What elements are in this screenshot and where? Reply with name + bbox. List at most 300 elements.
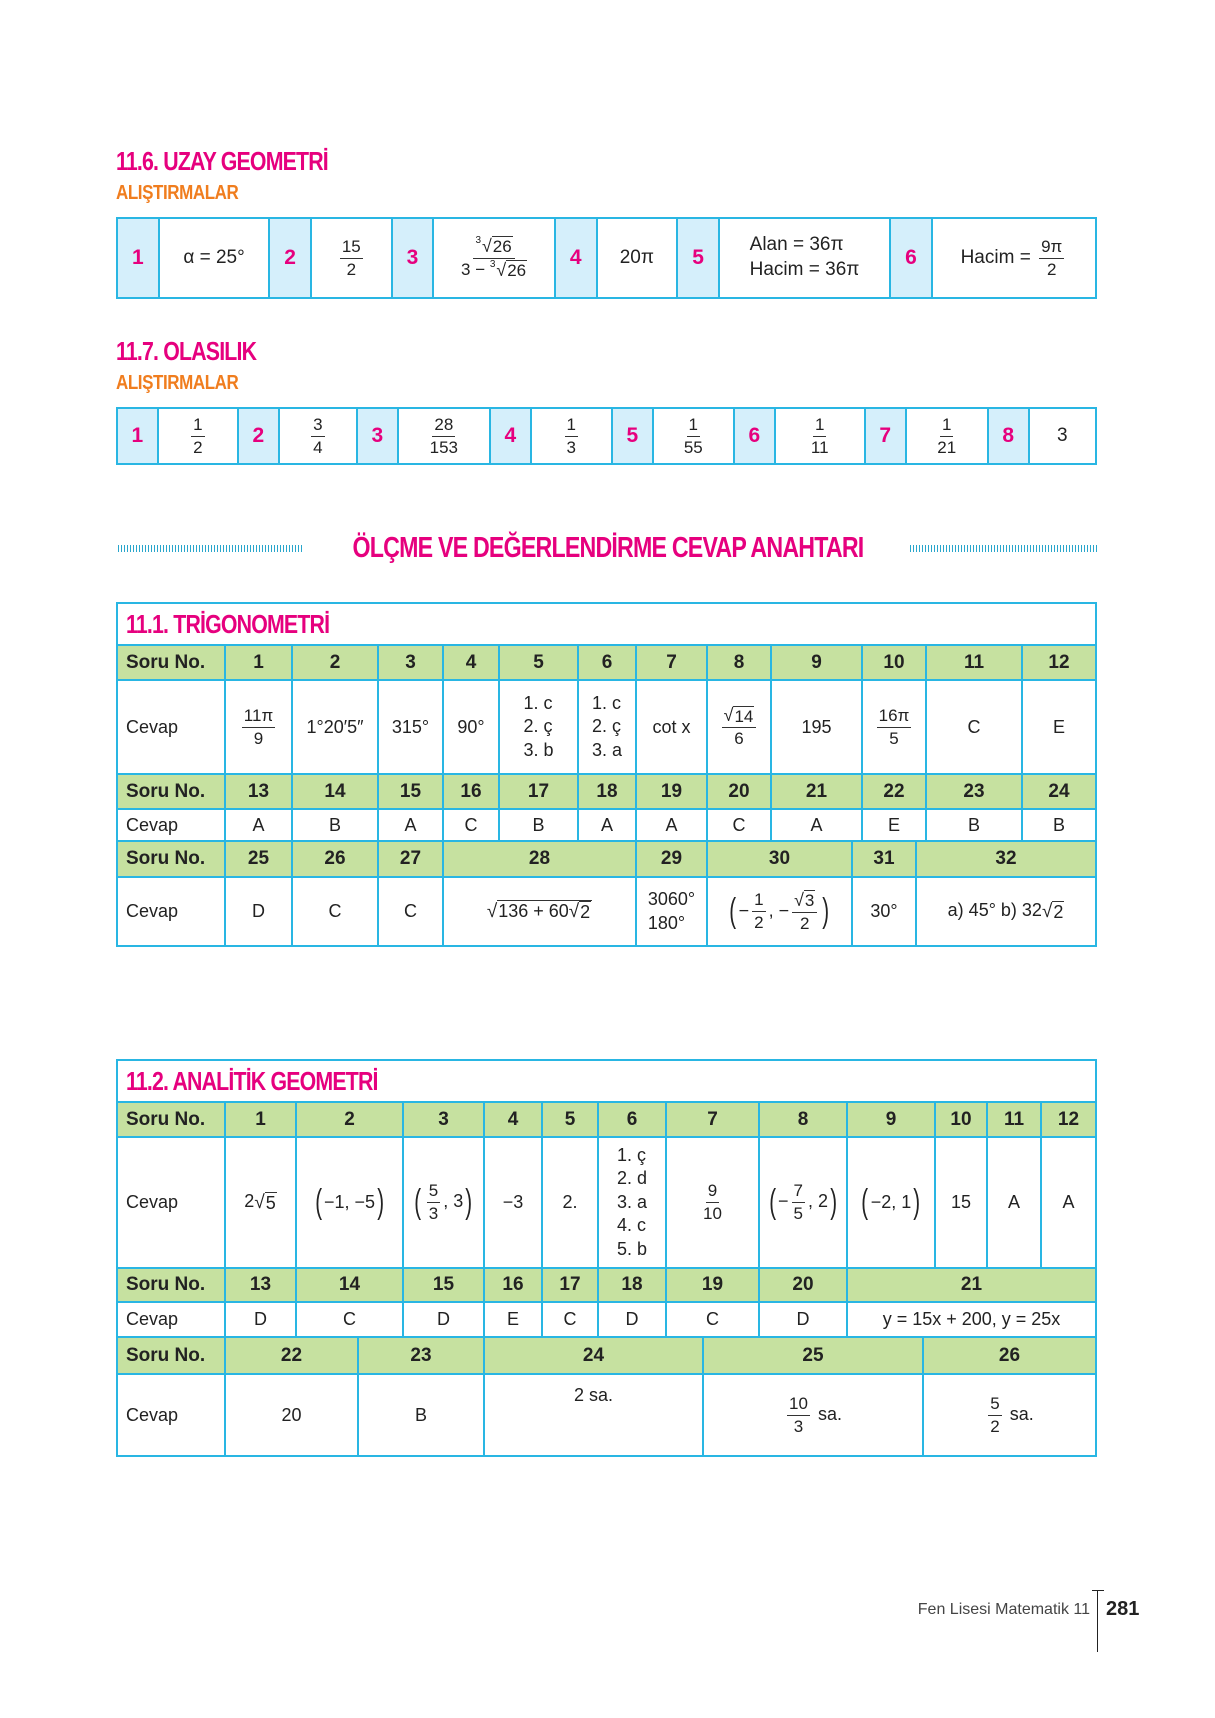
question-number — [579, 775, 637, 808]
math-text: 5 — [428, 1181, 439, 1201]
analitik-geometri-answer-table — [116, 1059, 1097, 1457]
answer-cell — [988, 1138, 1042, 1267]
math-text: 17 — [527, 780, 550, 802]
math-text: D — [796, 1309, 810, 1329]
question-number — [500, 775, 579, 808]
answer-line: 3. a — [591, 739, 623, 760]
math-group — [424, 1181, 463, 1223]
question-number — [708, 842, 853, 876]
answer-cell — [159, 409, 239, 463]
math-text: , 2 — [807, 1191, 828, 1212]
math-text: 8 — [797, 1108, 809, 1130]
answer-line: 2. d — [616, 1168, 648, 1189]
math-text: 2 — [1046, 259, 1057, 279]
math-text: 2 — [1053, 901, 1064, 922]
question-number: 5 — [613, 409, 654, 463]
answer-lines — [617, 1144, 647, 1261]
answer-cell — [654, 409, 735, 463]
numerator — [752, 890, 765, 912]
answer-cell — [485, 1375, 704, 1455]
answer-cell — [927, 681, 1023, 773]
math-text: 9 — [253, 728, 264, 748]
math-text: 19 — [660, 780, 683, 802]
question-number — [297, 1103, 404, 1136]
parenthesized — [859, 1183, 922, 1222]
math-group — [961, 237, 1068, 279]
math-text: 22 — [280, 1344, 303, 1366]
question-number — [1023, 775, 1095, 808]
math-text: 14 — [734, 706, 754, 726]
left-paren-icon: ( — [729, 892, 737, 931]
answer-cell — [708, 681, 772, 773]
numerator — [877, 706, 912, 728]
math-text: −1, −5 — [323, 1191, 376, 1212]
question-number — [293, 646, 379, 679]
page-number: 281 — [1106, 1598, 1140, 1620]
math-text: 21 — [937, 437, 957, 457]
question-number — [226, 842, 293, 876]
math-text: 29 — [660, 848, 683, 869]
answer-cell — [907, 409, 989, 463]
math-text: 10 — [883, 651, 905, 673]
row-label: Soru No. — [118, 1338, 226, 1373]
math-text: 5 — [533, 651, 544, 673]
math-text: A — [810, 814, 823, 835]
math-text: A — [665, 814, 678, 835]
numerator — [473, 236, 514, 259]
math-text: 2 — [346, 259, 357, 279]
math-text: 13 — [249, 1274, 272, 1295]
answer-cell — [280, 409, 358, 463]
answer-cell — [543, 1303, 599, 1336]
answer-cell — [760, 1303, 848, 1336]
question-number — [485, 1338, 704, 1373]
answer-line: Alan = 36π — [749, 234, 844, 256]
uzay-answer-table — [116, 217, 1097, 299]
denominator — [427, 1203, 440, 1224]
math-text: 12 — [1057, 1108, 1080, 1130]
answer-line: Hacim = 36π — [749, 259, 860, 280]
question-number — [924, 1338, 1095, 1373]
numerator — [191, 415, 204, 437]
denominator — [682, 437, 705, 458]
math-text: 6 — [601, 651, 613, 673]
row-label: Soru No. — [118, 1269, 226, 1301]
denominator — [311, 437, 324, 458]
math-text: 18 — [596, 780, 618, 802]
question-number: 1 — [118, 219, 160, 297]
radicand — [579, 901, 591, 923]
answer-row — [118, 878, 1095, 945]
math-text: 3 − — [461, 259, 490, 279]
math-text: C — [732, 814, 746, 835]
math-text: 2. — [562, 1192, 578, 1212]
question-number — [404, 1103, 485, 1136]
denominator — [752, 912, 765, 933]
math-text: B — [414, 1404, 427, 1425]
question-number — [927, 775, 1023, 808]
question-number-row — [118, 1103, 1095, 1138]
answer-row — [118, 810, 1095, 842]
math-text: 16 — [502, 1274, 524, 1295]
math-group — [985, 1394, 1033, 1436]
question-number — [226, 1103, 297, 1136]
math-text: 23 — [410, 1344, 432, 1366]
answer-cell — [924, 1375, 1095, 1455]
answer-cell — [379, 681, 444, 773]
right-paren-icon: ) — [377, 1183, 385, 1222]
question-number-row — [118, 646, 1095, 681]
numerator — [565, 415, 578, 437]
math-text: 20 — [728, 780, 750, 802]
math-text: C — [464, 814, 478, 835]
math-text: 153 — [429, 437, 459, 457]
row-label: Soru No. — [118, 646, 226, 679]
math-text: B — [1052, 814, 1065, 835]
math-text: , 3 — [443, 1191, 464, 1212]
math-text: E — [506, 1309, 519, 1329]
answer-cell — [226, 810, 293, 840]
section-subtitle-alistirmalar: ALIŞTIRMALAR — [116, 182, 239, 204]
radical-sign-icon: √ — [254, 1191, 265, 1213]
answer-cell — [599, 1138, 667, 1267]
math-text: 16 — [460, 780, 482, 802]
math-text: 7 — [707, 1108, 718, 1130]
answer-cell — [312, 219, 393, 297]
answer-cell — [399, 409, 491, 463]
answer-line: 5. b — [616, 1238, 648, 1259]
question-number — [579, 646, 637, 679]
math-text: 13 — [247, 780, 270, 802]
denominator — [191, 437, 204, 458]
fraction — [1039, 237, 1064, 279]
answer-cell — [863, 681, 927, 773]
answer-cell — [1023, 810, 1095, 840]
math-text: 26 — [324, 848, 346, 869]
math-text: A — [252, 814, 265, 835]
question-number: 3 — [358, 409, 399, 463]
question-number — [1023, 646, 1095, 679]
left-paren-icon: ( — [768, 1183, 776, 1222]
math-text: B — [967, 814, 980, 835]
question-number: 5 — [678, 219, 720, 297]
denominator — [701, 1203, 724, 1224]
answer-cell — [708, 810, 772, 840]
math-text: 3 — [566, 437, 577, 457]
radicand — [497, 900, 592, 923]
answer-cell — [379, 810, 444, 840]
math-text: 3 — [405, 651, 416, 673]
math-text: 1 — [688, 414, 698, 434]
answer-line: 1. c — [591, 692, 621, 713]
math-text: 11 — [810, 437, 829, 457]
left-paren-icon: ( — [314, 1183, 322, 1222]
math-text: C — [706, 1309, 719, 1329]
radical-sign-icon: √ — [1041, 900, 1053, 922]
answer-line: 2. ç — [523, 716, 553, 737]
math-text: B — [328, 814, 341, 835]
answer-row — [118, 681, 1095, 775]
math-text: 1 — [193, 414, 203, 434]
radical-sign-icon: √ — [482, 235, 492, 256]
answer-cell — [297, 1303, 404, 1336]
left-paren-icon: ( — [861, 1183, 869, 1222]
math-text: 4 — [465, 651, 477, 673]
math-text: C — [967, 716, 981, 737]
question-number — [444, 646, 500, 679]
math-text: 90° — [457, 716, 485, 737]
math-text: 5 — [265, 1192, 276, 1213]
question-number — [988, 1103, 1042, 1136]
numerator — [787, 1394, 810, 1416]
question-number — [1042, 1103, 1095, 1136]
math-text: 3 — [438, 1108, 449, 1130]
math-text: 14 — [324, 780, 346, 802]
question-number — [293, 842, 379, 876]
square-root — [254, 1192, 276, 1214]
math-text: 15 — [341, 236, 361, 256]
question-number: 6 — [735, 409, 776, 463]
answer-cell — [933, 219, 1095, 297]
answer-cell — [293, 810, 379, 840]
answer-line: 1. ç — [616, 1145, 646, 1166]
answer-cell — [485, 1303, 543, 1336]
math-text: 30° — [870, 901, 898, 921]
row-label: Cevap — [118, 810, 226, 840]
row-label: Cevap — [118, 681, 226, 773]
question-number — [863, 775, 927, 808]
question-number: 1 — [118, 409, 159, 463]
question-number — [226, 775, 293, 808]
math-text: D — [254, 1309, 267, 1329]
math-text: 1 — [566, 414, 577, 434]
section-title-uzay-geometri: 11.6. UZAY GEOMETRİ — [116, 146, 328, 176]
math-text: A — [1007, 1192, 1020, 1212]
math-text: B — [532, 814, 545, 835]
fraction — [340, 237, 363, 279]
question-number-row — [118, 842, 1095, 878]
section-title-olasilik: 11.7. OLASILIK — [116, 336, 257, 366]
question-number — [500, 646, 579, 679]
math-text: 24 — [1048, 780, 1070, 802]
numerator — [340, 237, 363, 259]
math-text: 2 — [800, 913, 810, 933]
math-text: a) 45° b) 32 — [947, 900, 1042, 921]
math-text: A — [1062, 1192, 1075, 1212]
answer-lines — [523, 692, 553, 762]
math-text: 2 — [329, 651, 341, 673]
square-root — [794, 890, 815, 911]
root-index: 3 — [475, 234, 481, 246]
numerator — [940, 415, 953, 437]
math-text: 20 — [281, 1404, 302, 1425]
fraction — [792, 1181, 805, 1223]
question-number — [379, 775, 444, 808]
denominator — [428, 437, 460, 458]
square-root — [490, 260, 527, 281]
fraction — [809, 415, 831, 457]
math-text: 19 — [701, 1274, 724, 1295]
answer-cell — [1030, 409, 1095, 463]
radicand — [506, 260, 527, 281]
math-text: 11π — [243, 705, 274, 725]
denominator — [252, 728, 265, 749]
answer-cell — [532, 409, 613, 463]
question-number — [927, 646, 1023, 679]
math-text: 20 — [792, 1274, 814, 1295]
question-number: 3 — [393, 219, 435, 297]
math-text: α = 25° — [183, 247, 245, 268]
math-text: 11 — [1003, 1108, 1025, 1130]
math-text: 9π — [1041, 236, 1063, 256]
math-text: 3 — [313, 414, 323, 434]
question-number — [760, 1103, 848, 1136]
answer-cell — [543, 1138, 599, 1267]
square-root — [487, 900, 592, 923]
math-text: 3 — [1056, 425, 1068, 446]
math-text: 15 — [432, 1274, 455, 1295]
radical-sign-icon: √ — [496, 259, 507, 280]
answer-cell — [485, 1138, 543, 1267]
math-text: 2 — [193, 437, 203, 457]
answer-cell — [500, 681, 579, 773]
math-text: sa. — [812, 1403, 842, 1424]
math-text: 3 — [428, 1204, 439, 1223]
row-label: Cevap — [118, 1138, 226, 1267]
fraction — [877, 706, 912, 748]
math-text: 4 — [507, 1108, 519, 1130]
denominator — [988, 1416, 1001, 1437]
answer-cell — [848, 1138, 936, 1267]
fraction — [427, 1181, 440, 1223]
square-root — [569, 901, 591, 923]
answer-cell — [848, 1303, 1095, 1336]
math-text: cot x — [652, 716, 691, 737]
answer-cell — [917, 878, 1095, 945]
math-text: 25 — [802, 1344, 824, 1366]
numerator — [988, 1394, 1001, 1416]
answer-cell — [444, 681, 500, 773]
numerator — [706, 1181, 719, 1203]
math-text: 1 — [815, 414, 825, 434]
math-text: 11 — [963, 651, 985, 673]
question-number — [760, 1269, 848, 1301]
answer-cell — [297, 1138, 404, 1267]
denominator — [792, 1203, 805, 1224]
question-number: 6 — [891, 219, 933, 297]
question-number — [772, 646, 863, 679]
section-subtitle-alistirmalar: ALIŞTIRMALAR — [116, 372, 239, 394]
math-group — [244, 1191, 276, 1213]
math-text: 15 — [950, 1192, 972, 1212]
footer-divider — [1097, 1590, 1098, 1652]
answer-cell — [720, 219, 891, 297]
question-number — [379, 646, 444, 679]
trigonometri-answer-table — [116, 602, 1097, 947]
answer-cell — [1023, 681, 1095, 773]
math-text: 23 — [963, 780, 985, 802]
table-title: 11.2. ANALİTİK GEOMETRİ — [126, 1065, 378, 1096]
parenthesized — [412, 1181, 474, 1223]
math-text: 10 — [789, 1393, 808, 1413]
numerator — [792, 1181, 805, 1203]
math-text: 5 — [564, 1108, 576, 1130]
math-text: 20π — [619, 247, 654, 268]
question-number — [667, 1103, 760, 1136]
answer-cell — [708, 878, 853, 945]
math-text: − — [778, 1191, 789, 1212]
question-number — [599, 1103, 667, 1136]
question-number — [848, 1269, 1095, 1301]
radical-sign-icon: √ — [486, 901, 498, 923]
question-number — [853, 842, 917, 876]
numerator — [432, 415, 455, 437]
question-number — [708, 775, 772, 808]
math-text: 1°20′5″ — [306, 716, 364, 737]
radicand — [265, 1192, 277, 1214]
table-title-row — [118, 1061, 1095, 1103]
row-label: Cevap — [118, 1303, 226, 1336]
math-text: sa. — [1004, 1403, 1034, 1424]
question-number — [708, 646, 772, 679]
table-title: 11.1. TRİGONOMETRİ — [126, 608, 330, 639]
answer-cell — [226, 878, 293, 945]
math-text: 9 — [707, 1181, 718, 1201]
math-text: 32 — [995, 848, 1017, 869]
math-group — [778, 1181, 828, 1223]
question-number — [543, 1103, 599, 1136]
radicand — [1052, 901, 1064, 923]
question-number — [704, 1338, 924, 1373]
square-root — [724, 706, 755, 727]
numerator — [311, 415, 324, 437]
footer-book-title: Fen Lisesi Matematik 11 — [917, 1601, 1090, 1618]
math-text: 1 — [253, 651, 264, 673]
math-text: D — [437, 1309, 450, 1329]
math-text: 6 — [734, 729, 744, 749]
question-number — [863, 646, 927, 679]
answer-row — [118, 1138, 1095, 1269]
math-text: C — [328, 901, 342, 921]
math-text: A — [404, 814, 417, 835]
question-number — [485, 1269, 543, 1301]
radical-sign-icon: √ — [723, 705, 734, 726]
answer-line: 3. b — [523, 739, 554, 760]
square-root — [1042, 901, 1064, 923]
answer-cell — [772, 810, 863, 840]
denominator — [798, 913, 811, 934]
answer-row — [118, 1303, 1095, 1338]
answer-cell — [379, 878, 444, 945]
math-text: −2, 1 — [870, 1191, 912, 1212]
denominator — [732, 728, 745, 749]
fraction — [191, 415, 204, 457]
math-text: D — [252, 901, 265, 921]
math-text: C — [404, 901, 417, 921]
fraction — [565, 415, 578, 457]
fraction — [988, 1394, 1001, 1436]
page-heading: ÖLÇME VE DEĞERLENDİRME CEVAP ANAHTARI — [352, 532, 864, 564]
math-text: 2 — [754, 912, 764, 932]
math-text: 3 — [804, 891, 815, 911]
question-number: 2 — [270, 219, 312, 297]
math-text: 9 — [885, 1108, 897, 1130]
math-text: − — [738, 900, 750, 921]
denominator — [792, 1416, 805, 1437]
math-text: 31 — [873, 848, 895, 869]
denominator — [565, 437, 578, 458]
question-number — [226, 646, 293, 679]
